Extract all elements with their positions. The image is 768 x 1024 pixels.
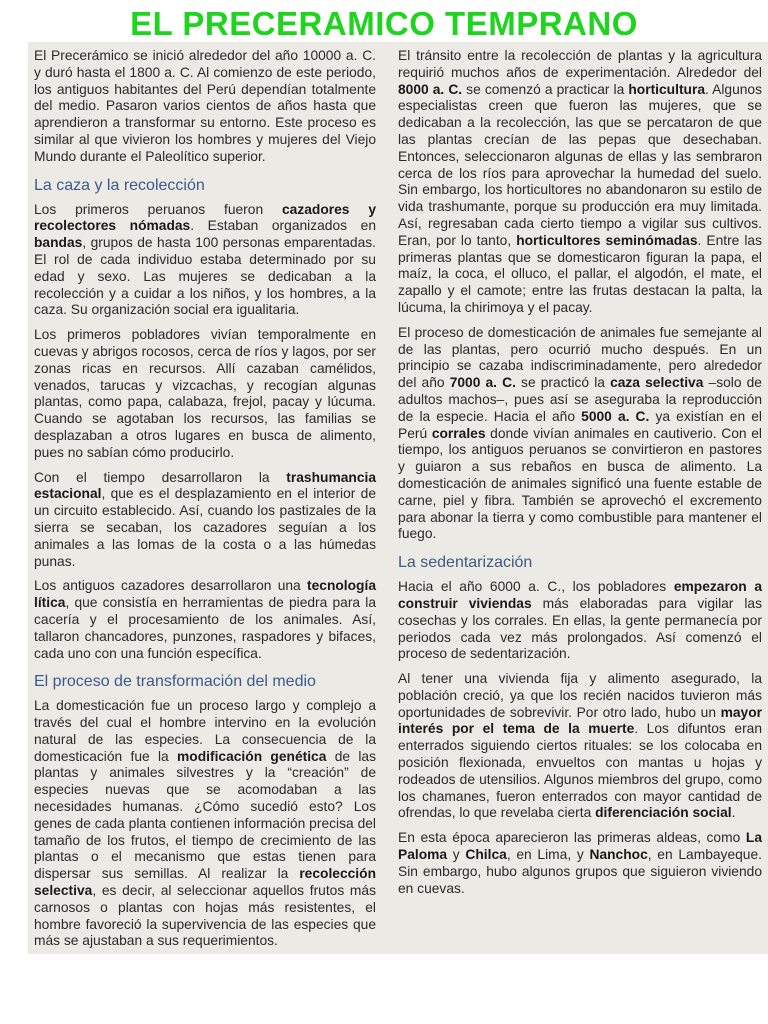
text: , es decir, al seleccionar aquellos frutos más carnosos o plantas con hojas más resistentes, el hombre favoreció la supervivencia de las especies que más se ajustaban a sus requerimientos. (34, 883, 376, 949)
text: donde vivían animales en cautiverio. Con el tiempo, los antiguos peruanos se convirtieron en pastores y guiaron a sus rebaños en busca de alimento. La domesticación de animales significó una fuente estable de carne, piel y fibra. También se aprovechó el excremento para abonar la tierra y como combustible para mantener el fuego. (398, 425, 763, 542)
text: se comenzó a practicar la (462, 81, 629, 97)
text: El proceso de domesticación de animales fue semejante al de las plantas, pero ocurrió mucho después. En un principio se cazaba indiscriminadamente, pero alrededor del año (398, 324, 762, 391)
text: más elaboradas para vigilar las cosechas y los corrales. En ellas, la gente permanecía por periodos cada vez más prolongados. Así comenzó el proceso de sedentarización. (398, 595, 762, 662)
text: y (447, 847, 466, 863)
text: se practicó la (515, 375, 611, 391)
paragraph-aldeas (398, 830, 762, 897)
bold-term: bandas (34, 235, 83, 251)
text: . Algunos especialistas creen que fueron las mujeres, que se dedicaban a la recolección, las que se percataron de que las plantas crecían de las pepas que desechaban. Entonces, seleccionaron algunas de ellas y las sembraron cerca de los ríos para aprovechar la humedad del suelo. Sin embargo, los horticultores no abandonaron su estilo de vida trashumante, porque su producción era muy limitada. Así, regresaban cada cierto tiempo a vigilar sus cultivos. Eran, por lo tanto, (398, 81, 763, 248)
page-title: EL PRECERAMICO TEMPRANO (130, 5, 638, 42)
text: En esta época aparecieron las primeras aldeas, como (398, 830, 746, 846)
paragraph-tecnologia (34, 578, 376, 662)
text: , en Lima, y (506, 847, 590, 863)
bold-term: corrales (431, 425, 486, 441)
section-heading-sedentarizacion: La sedentarización (398, 554, 533, 572)
paragraph-pobladores: Los primeros pobladores vivían temporalmente en cuevas y abrigos rocosos, cerca de ríos y lagos, por ser zonas ricas en recursos. Allí cazaban camélidos, venados, tarucas y vizcachas, y recogían algunas plantas, como papa, calabaza, frejol, pacay y lúcuma. Cuando se agotaban los recursos, las familias se desplazaban a otros lugares en busca de alimento, pues no sabían cómo producirlo. (34, 327, 376, 460)
bold-term: diferenciación social (595, 805, 732, 821)
text: de las plantas y animales silvestres y la “creación” de especies nuevas que se acomodaban a las necesidades humanas. ¿Cómo sucedió esto? Los genes de cada planta contienen información precisa del tamaño de los frutos, el tiempo de crecimiento de las plantas o el mecanismo que estas tienen para dispersar sus semillas. Al realizar la (34, 748, 376, 882)
text: . (731, 805, 736, 821)
text: –solo de adultos machos–, pues así se aseguraba la reproducción de la especie. Hacia el año (398, 375, 762, 424)
bold-term: caza selectiva (610, 375, 704, 391)
bold-term: recolección selectiva (34, 866, 376, 899)
section-heading-caza: La caza y la recolección (34, 176, 205, 194)
bold-term: cazadores y recolectores nómadas (34, 201, 376, 234)
bold-term: La Paloma (398, 830, 762, 863)
text: . Los difuntos eran enterrados siguiendo ciertos rituales: se los colocaba en posición flexionada, envueltos con mantas u hojas y rodeados de utensilios. Algunos miembros del grupo, como los chamanes, fueron enterrados con mayor cantidad de ofrendas, lo que revelaba cierta (398, 721, 763, 821)
bold-term: 5000 a. C. (581, 408, 650, 424)
bold-term: 7000 a. C. (449, 375, 516, 391)
bold-term: mayor interés por el tema de la muerte (398, 704, 762, 737)
text: . Entre las primeras plantas que se domesticaron figuran la papa, el maíz, la coca, el olluco, el pallar, el algodón, el mate, el zapallo y el camote; entre las frutas destacan la palta, la lúcuma, la chirimoya y el pacay. (398, 232, 762, 315)
text: , que consistía en herramientas de piedra para la cacería y el procesamiento de los animales. Así, tallaron chancadores, punzones, raspadores y bifaces, cada uno con una función específica. (34, 595, 376, 661)
left-column (34, 48, 376, 954)
paragraph-horticultura (398, 48, 762, 317)
paragraph-viviendas (398, 579, 762, 663)
bold-term: modificación genética (177, 748, 327, 764)
text: La domesticación fue un proceso largo y complejo a través del cual el hombre intervino en la evolución natural de las especies. La consecuencia de la domesticación fue la (34, 698, 376, 764)
right-column (398, 48, 762, 905)
bold-term: horticultura (628, 81, 706, 97)
text: , que es el desplazamiento en el interior de un circuito establecido. Así, cuando los pastizales de la sierra se secaban, los cazadores seguían a los animales a las lomas de la costa o a las húmedas punas. (34, 486, 376, 569)
paragraph-animales (398, 325, 762, 543)
paragraph-domesticacion (34, 698, 376, 950)
bold-term: horticultores seminómadas (516, 232, 698, 248)
bold-term: 8000 a. C. (398, 81, 463, 97)
paragraph-nomadas (34, 202, 376, 320)
text: . Estaban organizados en (190, 218, 376, 234)
paragraph-trashumancia (34, 470, 376, 571)
bold-term: trashumancia estacional (34, 469, 376, 502)
text: , en Lambayeque. Sin embargo, hubo algunos grupos que siguieron viviendo en cuevas. (398, 847, 762, 896)
textbook-page (28, 42, 768, 954)
text: Con el tiempo desarrollaron la (34, 469, 287, 485)
text: Hacia el año 6000 a. C., los pobladores (398, 579, 674, 595)
paragraph-muerte (398, 671, 762, 822)
text: , grupos de hasta 100 personas emparentadas. El rol de cada individuo estaba determinado por su edad y sexo. Las mujeres se dedicaban a la recolección y a cuidar a los niños, y los hombres, a la caza. Su organización social era igualitaria. (34, 235, 376, 318)
text: Los antiguos cazadores desarrollaron una (34, 578, 307, 594)
intro-paragraph: El Precerámico se inició alrededor del año 10000 a. C. y duró hasta el 1800 a. C. Al comienzo de este periodo, los antiguos habitantes del Perú dependían totalmente del medio. Pasaron varios cientos de años hasta que aprendieron a transformar su entorno. Este proceso es similar al que vivieron los hombres y mujeres del Viejo Mundo durante el Paleolítico superior. (34, 48, 376, 164)
section-heading-proceso: El proceso de transformación del medio (34, 673, 316, 691)
text: Los primeros peruanos fueron (34, 201, 282, 217)
text: ya existían en el Perú (398, 408, 762, 441)
bold-term: Chilca (465, 847, 507, 863)
bold-term: empezaron a construir viviendas (398, 579, 762, 611)
bold-term: tecnología lítica (34, 578, 376, 611)
text: El tránsito entre la recolección de plantas y la agricultura requirió muchos años de experimentación. Alrededor del (398, 48, 762, 80)
text: Al tener una vivienda fija y alimento asegurado, la población creció, ya que los recién nacidos tuvieron más oportunidades de sobrevivir. Por otro lado, hubo un (398, 671, 762, 720)
bold-term: Nanchoc (589, 847, 648, 863)
